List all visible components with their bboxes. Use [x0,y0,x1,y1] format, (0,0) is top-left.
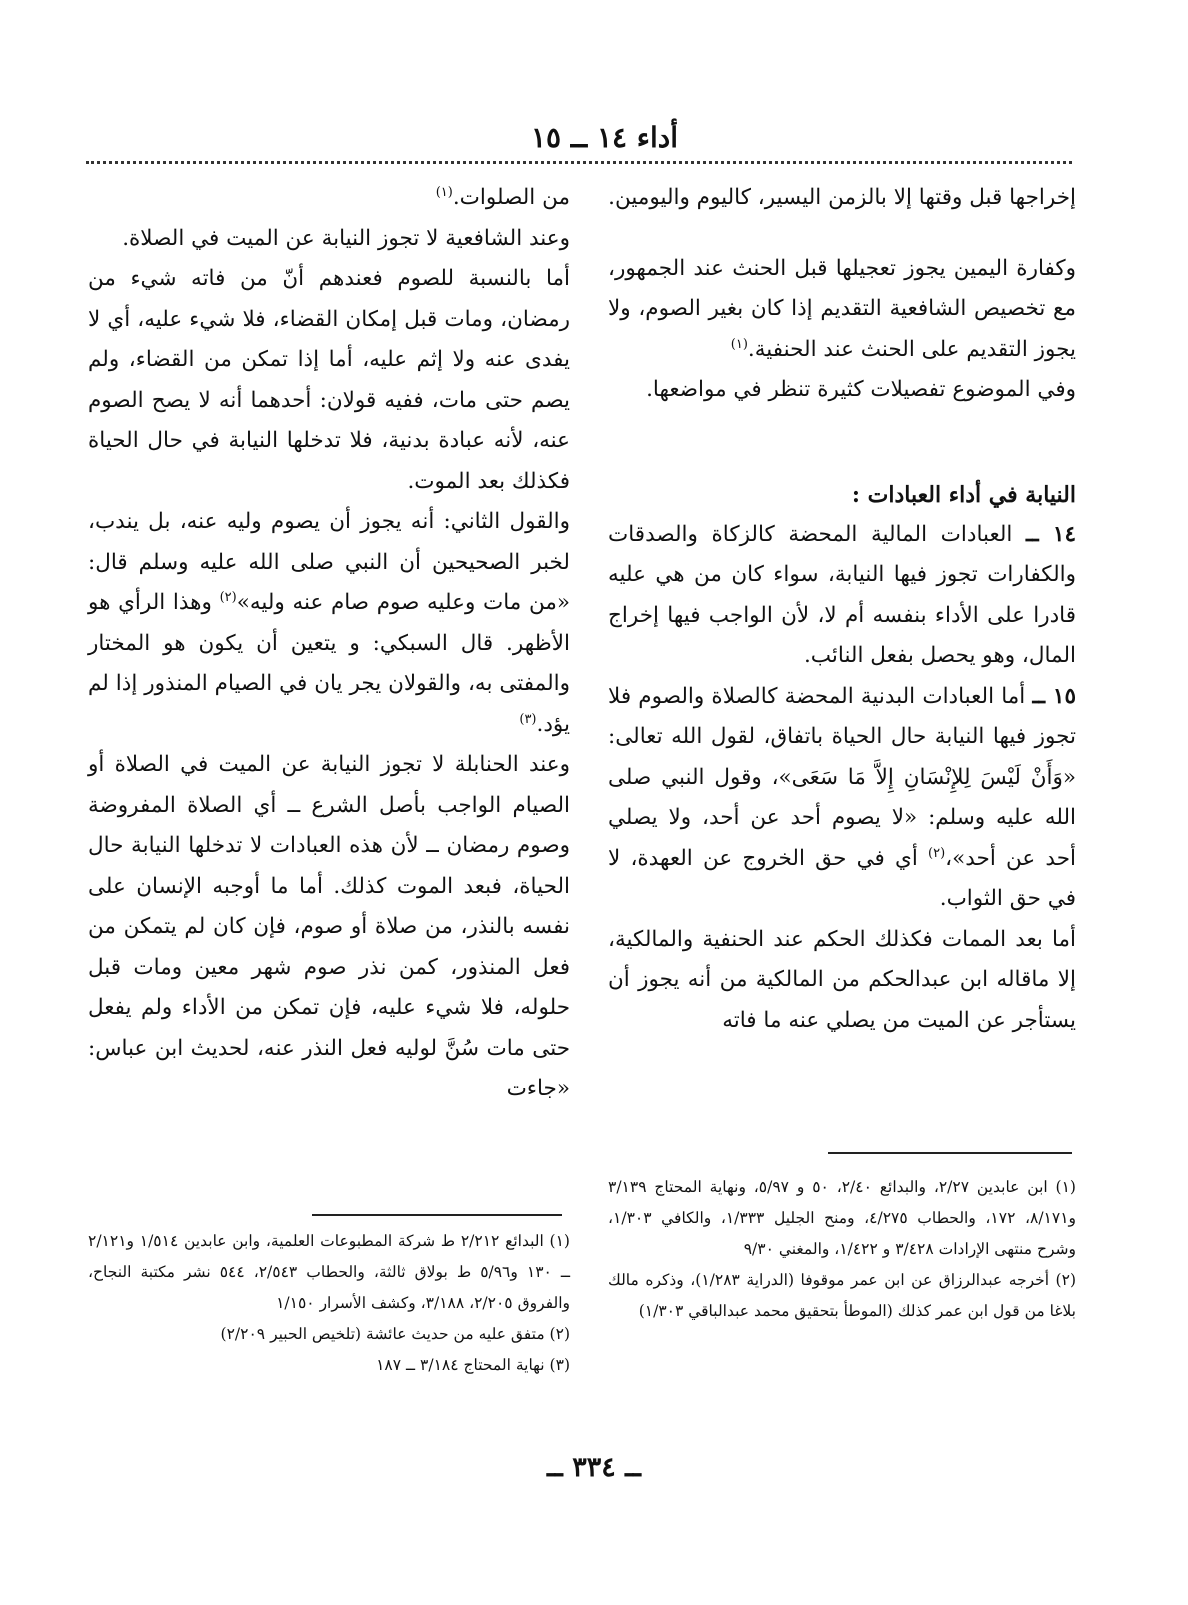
page-number: ــ ٣٣٤ ــ [547,1452,641,1483]
paragraph-text: من الصلوات. [452,185,570,210]
footnote-ref[interactable]: (١) [435,184,453,200]
paragraph: وفي الموضوع تفصيلات كثيرة تنظر في مواضعها. [646,377,1076,402]
paragraph [608,249,1076,371]
paragraph-text: وكفارة اليمين يجوز تعجيلها قبل الحنث عند الجمهور، مع تخصيص الشافعية التقديم إذا كان بغير الصوم، ولا يجوز التقديم على الحنث عند الحنفية. [608,255,1076,362]
left-column [88,178,570,1110]
right-column [608,178,1076,1041]
paragraph-number: ١٥ ــ [1032,683,1077,709]
footnote-divider [312,1214,562,1216]
footnote: (٣) نهاية المحتاج ٣/١٨٤ ــ ١٨٧ [376,1356,570,1374]
paragraph: وعند الشافعية لا تجوز النيابة عن الميت في الصلاة. [122,225,570,251]
paragraph: وعند الحنابلة لا تجوز النيابة عن الميت في الصلاة أو الصيام الواجب بأصل الشرع ــ أي الصلاة المفروضة وصوم رمضان ــ لأن هذه العبادات لا تدخلها النيابة حال الحياة، فبعد الموت كذلك. أما ما أوجبه الإنسان على نفسه بالنذر، من صلاة أو صوم، فإن كان لم يتمكن من فعل المنذور، كمن نذر صوم شهر معين ومات قبل حلوله، فلا شيء عليه، فإن تمكن من الأداء ولم يفعل حتى مات سُنَّ لوليه فعل النذر عنه، لحديث ابن عباس: «جاءت [88,752,570,1101]
footnote-ref[interactable]: (٢) [219,589,237,605]
paragraph-number: ١٤ ــ [1026,521,1076,547]
paragraph [88,502,570,745]
footnote: (١) ابن عابدين ٢/٢٧، والبدائع ٢/٤٠، ٥٠ و ٥/٩٧، ونهاية المحتاج ٣/١٣٩ و٨/١٧١، ١٧٢، والحطاب ٤/٢٧٥، ومنح الجليل ١/٣٣٣، والكافي ١/٣٠٣، وشرح منتهى الإرادات ٣/٤٢٨ و ١/٤٢٢، والمغني ٩/٣٠ [608,1178,1077,1258]
footnote: (٢) أخرجه عبدالرزاق عن ابن عمر موقوفا (الدراية ١/٢٨٣)، وذكره مالك بلاغا من قول ابن عمر كذلك (الموطأ بتحقيق محمد عبدالباقي ١/٣٠٣) [608,1271,1076,1320]
paragraph-text: أي في حق الخروج عن العهدة، لا في حق الثواب. [608,845,1076,911]
page-header-title: أداء ١٤ ــ ١٥ [530,121,678,154]
numbered-paragraph [608,677,1076,920]
footnote: (٢) متفق عليه من حديث عائشة (تلخيص الحبير ٢/٢٠٩) [220,1325,570,1343]
footnote-ref[interactable]: (٢) [928,845,946,861]
footnote: (١) البدائع ٢/٢١٢ ط شركة المطبوعات العلمية، وابن عابدين ١/٥١٤ و٢/١٢١ ــ ١٣٠ و٥/٩٦ ط بولاق ثالثة، والحطاب ٢/٥٤٣، ٥٤٤ نشر مكتبة النجاح، والفروق ٢/٢٠٥، ٣/١٨٨، وكشف الأسرار ١/١٥٠ [88,1232,570,1312]
paragraph: إخراجها قبل وقتها إلا بالزمن اليسير، كاليوم واليومين. [608,185,1076,210]
paragraph-text: أما العبادات البدنية المحضة كالصلاة والصوم فلا تجوز فيها النيابة حال الحياة باتفاق، لقول الله تعالى: «وَأَنْ لَيْسَ لِلإِنْسَانِ إِلاَّ مَا سَعَى»، وقول النبي صلى الله عليه وسلم: «لا يصوم أحد عن أحد، ولا يصلي أحد عن أحد»، [608,683,1076,871]
paragraph-text: وهذا الرأي هو الأظهر. قال السبكي: و يتعين أن يكون هو المختار والمفتى به، والقولان يجر يان في الصيام المنذور إذا لم يؤد. [88,590,570,737]
footnotes-right [608,1172,1076,1327]
paragraph-text: العبادات المالية المحضة كالزكاة والصدقات والكفارات تجوز فيها النيابة، سواء كان من هي عليه قادرا على الأداء بنفسه أم لا، لأن الواجب فيها إخراج المال، وهو يحصل بفعل النائب. [608,521,1076,668]
numbered-paragraph [608,515,1076,677]
paragraph [88,178,570,219]
paragraph: أما بعد الممات فكذلك الحكم عند الحنفية والمالكية، إلا ماقاله ابن عبدالحكم من المالكية من أنه يجوز أن يستأجر عن الميت من يصلي عنه ما فاته [608,926,1076,1033]
header-dotted-divider [86,161,1072,164]
footnote-divider [828,1152,1072,1154]
footnotes-left [88,1226,570,1381]
spacer [608,219,1076,249]
footnote-ref[interactable]: (١) [730,336,748,352]
paragraph: أما بالنسبة للصوم فعندهم أنّ من فاته شيء من رمضان، ومات قبل إمكان القضاء، فلا شيء عليه، أي لا يفدى عنه ولا إثم عليه، أما إذا تمكن من القضاء، ولم يصم حتى مات، ففيه قولان: أحدهما أنه لا يصح الصوم عنه، لأنه عبادة بدنية، فلا تدخلها النيابة في حال الحياة فكذلك بعد الموت. [88,266,570,494]
spacer [608,411,1076,475]
section-heading: النيابة في أداء العبادات : [851,481,1076,508]
paragraph-text: والقول الثاني: أنه يجوز أن يصوم وليه عنه، بل يندب، لخبر الصحيحين أن النبي صلى الله عليه وسلم قال: «من مات وعليه صوم صام عنه وليه» [88,509,570,615]
footnote-ref[interactable]: (٣) [519,711,537,727]
